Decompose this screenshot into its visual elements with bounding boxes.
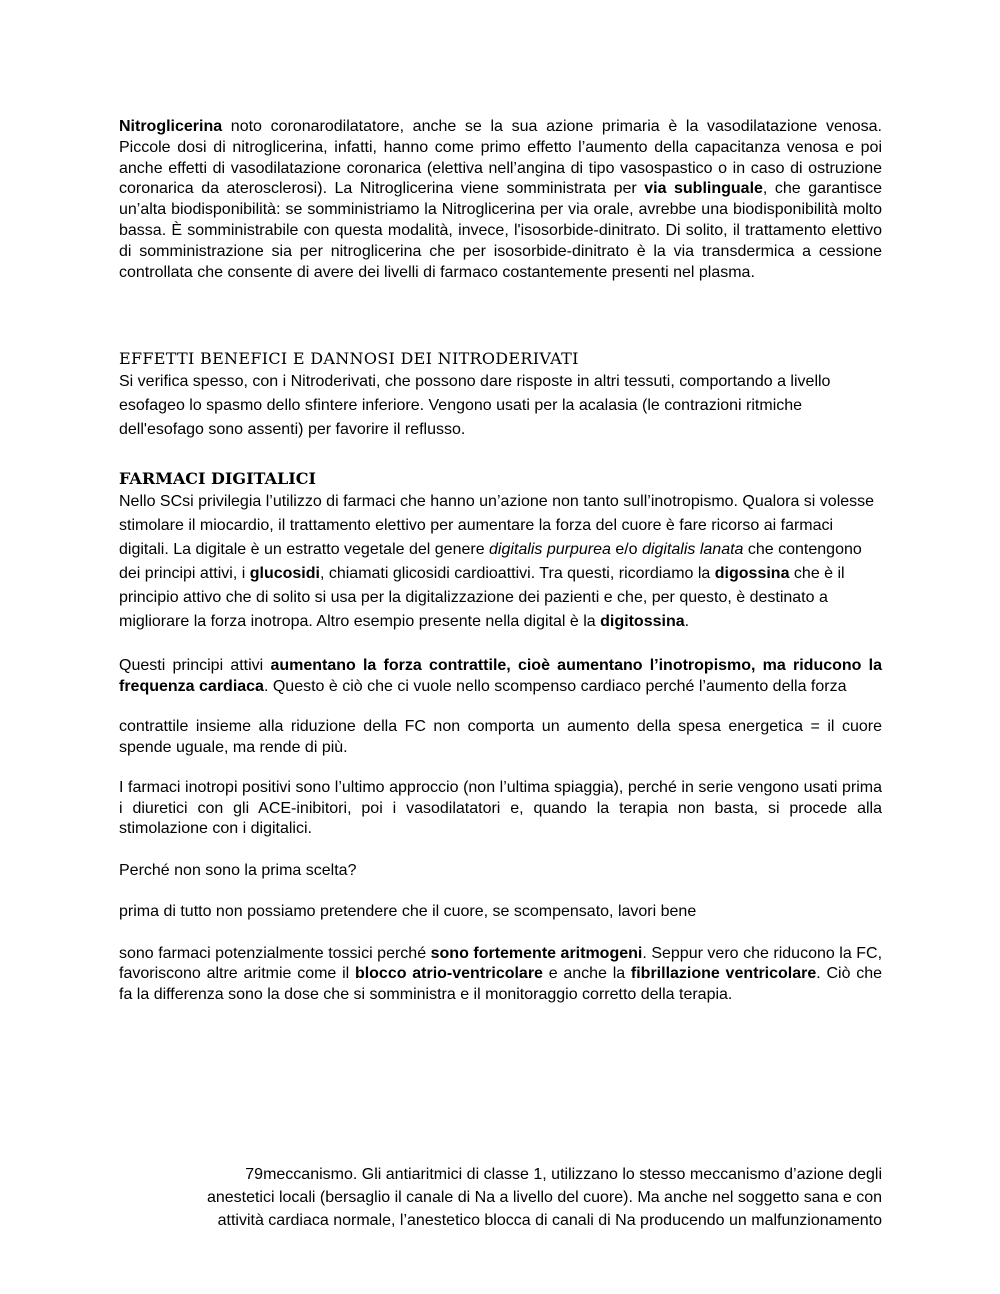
term-digitossina: digitossina bbox=[600, 613, 685, 631]
effetti-paragraph: Si verifica spesso, con i Nitroderivati, che possono dare risposte in altri tessuti, comportando a livello esofageo lo spasmo dello sfintere inferiore. Vengono usati per la acalasia (le contrazioni ritmiche dell'esofago sono assenti) per favorire il reflusso. bbox=[119, 373, 831, 439]
digitalici-paragraph-7 bbox=[119, 944, 882, 1006]
term-digitalis-purpurea: digitalis purpurea bbox=[489, 541, 611, 559]
text-span: Nello SCsi privilegia l’utilizzo di farmaci che hanno un’azione non tanto sull’inotropismo. Qualora si volesse stimolare il miocardio, il trattamento elettivo per aumentare la forza del cuore è fare ricorso ai farmaci digitali. La digitale è un estratto vegetale del genere bbox=[119, 493, 875, 559]
term-glucosidi: glucosidi bbox=[249, 565, 320, 583]
text-span: che è il principio attivo che di solito si usa per la digitalizzazione dei pazienti e che, per questo, è destinato a migliorare la forza inotropa. Altro esempio presente nella digital è la bbox=[119, 565, 845, 631]
text-span: , chiamati glicosidi cardioattivi. Tra questi, ricordiamo la bbox=[319, 565, 715, 583]
term-blocco-av: blocco atrio-ventricolare bbox=[354, 965, 543, 983]
text-span: . Questo è ciò che ci vuole nello scompenso cardiaco perché l’aumento della forza bbox=[263, 677, 847, 695]
term-aritmogeni: sono fortemente aritmogeni bbox=[430, 944, 643, 962]
footer-line: 79meccanismo. Gli antiaritmici di classe 1, utilizzano lo stesso meccanismo d’azione degli bbox=[245, 1166, 882, 1183]
text-span: noto coronarodilatatore, anche se la sua azione primaria è la vasodilatazione venosa. Piccole dosi di nitroglicerina, infatti, hanno come primo effetto l’aumento della capacitanza venosa e poi anche effetti di vasodilatazione coronarica (elettiva nell’angina di tipo vasospastico o in caso di ostruzione coronarica da aterosclerosi). La Nitroglicerina viene somministrata per bbox=[119, 118, 882, 198]
text-span: Questi principi attivi bbox=[119, 657, 271, 675]
digitalici-paragraph-6: prima di tutto non possiamo pretendere che il cuore, se scompensato, lavori bene bbox=[119, 903, 697, 921]
footer-line: anestetici locali (bersaglio il canale di Na a livello del cuore). Ma anche nel soggetto sana e con bbox=[206, 1189, 882, 1206]
term-digossina: digossina bbox=[714, 565, 790, 583]
digitalici-paragraph-3: contrattile insieme alla riduzione della FC non comporta un aumento della spesa energetica = il cuore spende uguale, ma rende di più. bbox=[119, 718, 882, 756]
text-span: . Ciò che fa la differenza sono la dose che si somministra e il monitoraggio corretto della terapia. bbox=[119, 965, 883, 1003]
document-page bbox=[119, 117, 882, 1005]
text-span: . bbox=[684, 613, 690, 631]
text-span: , che garantisce un’alta biodisponibilità: se somministriamo la Nitroglicerina per via orale, avrebbe una biodisponibilità molto bassa. È somministrabile con questa modalità, invece, l'isosorbide-dinitrato. Di solito, il trattamento elettivo di somministrazione sia per nitroglicerina che per isosorbide-dinitrato è la via transdermica a cessione controllata che consente di avere dei livelli di farmaco costantemente presenti nel plasma. bbox=[119, 180, 883, 281]
section-heading-digitalici: FARMACI DIGITALICI bbox=[119, 469, 316, 489]
term-digitalis-lanata: digitalis lanata bbox=[642, 541, 744, 559]
term-effetti-principi: aumentano la forza contrattile, cioè aumentano l’inotropismo, ma riducono la frequenza cardiaca bbox=[119, 657, 882, 695]
nitroglicerina-paragraph bbox=[119, 117, 882, 283]
term-nitroglicerina: Nitroglicerina bbox=[119, 118, 223, 135]
text-span: e/o bbox=[610, 541, 643, 559]
digitalici-question: Perché non sono la prima scelta? bbox=[119, 861, 357, 879]
section-heading-effetti: EFFETTI BENEFICI E DANNOSI DEI NITRODERIVATI bbox=[119, 349, 579, 369]
term-via-sublinguale: via sublinguale bbox=[644, 180, 763, 198]
term-fibrillazione: fibrillazione ventricolare bbox=[630, 965, 817, 983]
text-span: e anche la bbox=[542, 965, 631, 983]
text-span: . Seppur vero che riducono la FC, favoriscono altre aritmie come il bbox=[119, 944, 883, 983]
digitalici-paragraph-4: I farmaci inotropi positivi sono l’ultimo approccio (non l’ultima spiaggia), perché in serie vengono usati prima i diuretici con gli ACE-inibitori, poi i vasodilatatori e, quando la terapia non basta, si procede alla stimolazione con i digitalici. bbox=[119, 779, 882, 838]
footer-note bbox=[119, 1163, 882, 1232]
digitalici-paragraph-2 bbox=[119, 656, 882, 697]
footer-line: attività cardiaca normale, l’anestetico blocca di canali di Na producendo un malfunzionamento bbox=[217, 1212, 882, 1229]
digitalici-paragraph-1 bbox=[119, 490, 882, 634]
text-span: sono farmaci potenzialmente tossici perché bbox=[119, 944, 431, 962]
text-span: che contengono dei principi attivi, i bbox=[119, 541, 862, 583]
